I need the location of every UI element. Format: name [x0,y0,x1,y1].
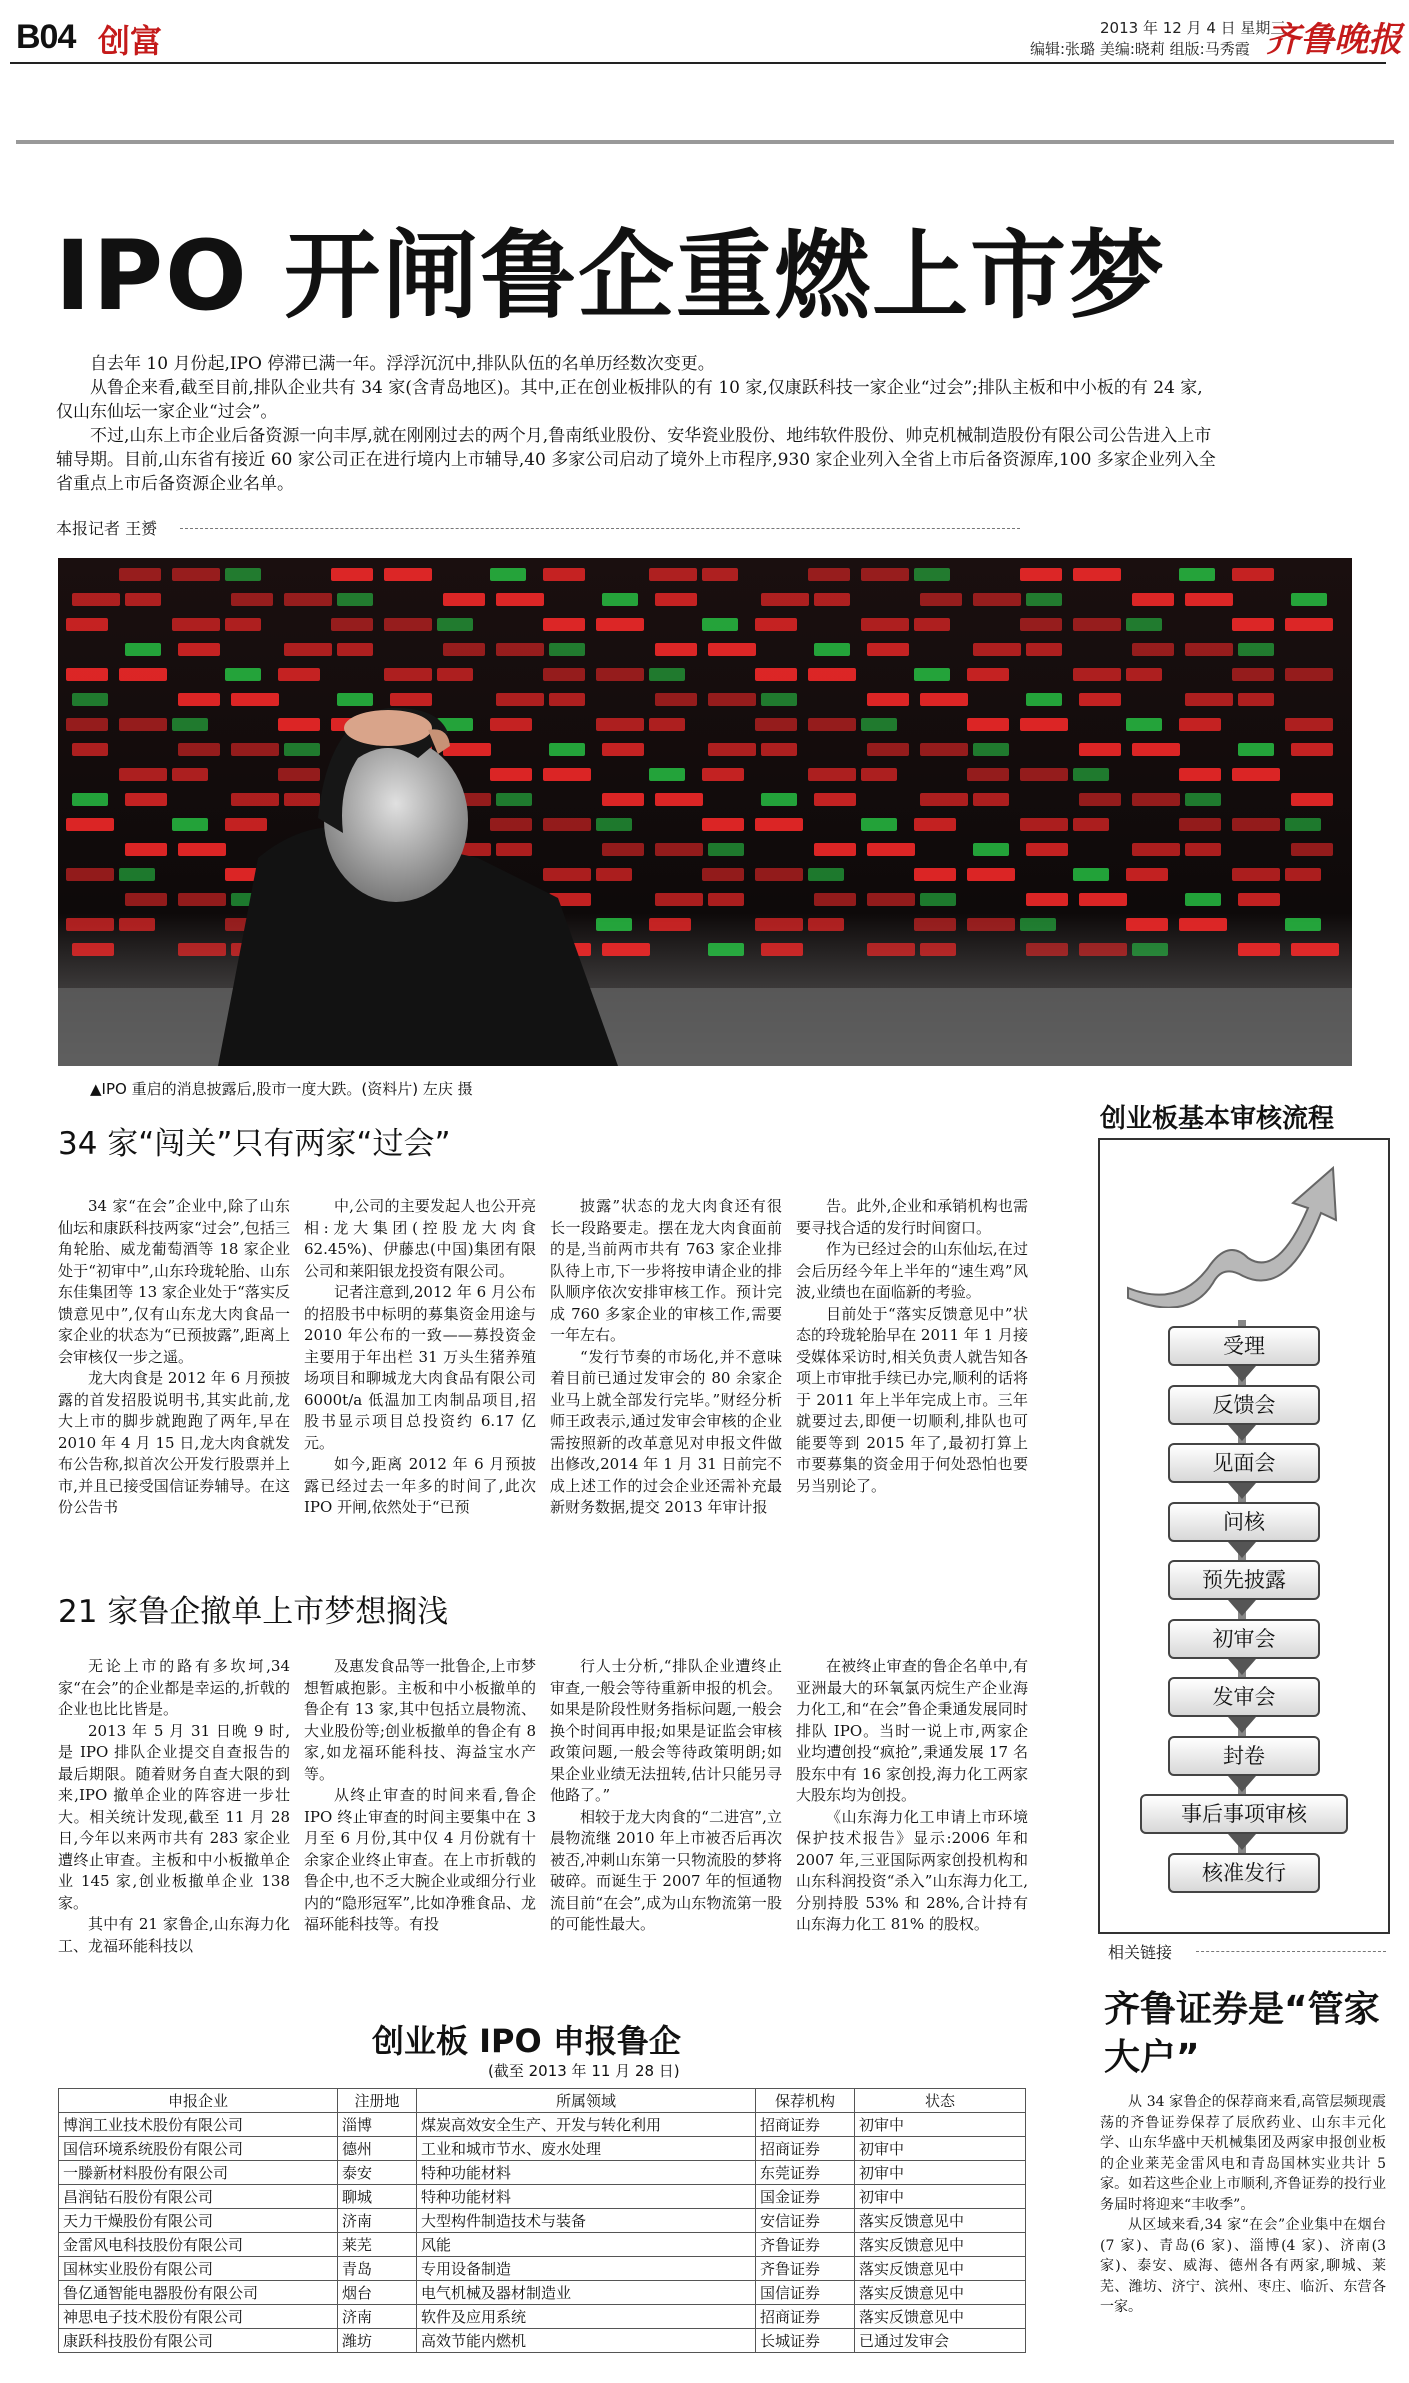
table-cell: 泰安 [338,2161,417,2185]
table-cell: 软件及应用系统 [417,2305,756,2329]
table-cell: 一滕新材料股份有限公司 [59,2161,338,2185]
table-cell: 济南 [338,2305,417,2329]
section1-body [58,1196,1028,1519]
growth-arrow-icon [1118,1158,1358,1308]
sidebar-article-body [1100,2092,1386,2318]
column-header: 注册地 [338,2089,417,2113]
table-cell: 国信环境系统股份有限公司 [59,2137,338,2161]
sidebar-article-title: 齐鲁证券是“管家大户” [1104,1989,1380,2078]
newspaper-logo: 齐鲁晚报 [1266,20,1402,60]
headline: IPO 开闸鲁企重燃上市梦 [55,220,1167,332]
table-cell: 初审中 [855,2185,1026,2209]
table-cell: 聊城 [338,2185,417,2209]
flow-step: 事后事项审核 [1140,1794,1348,1834]
down-arrow-icon [1228,1776,1256,1792]
paragraph: 在被终止审查的鲁企名单中,有亚洲最大的环氧氯丙烷生产企业海力化工,和“在会”鲁企秉通发展同时排队 IPO。当时一说上市,两家企业均遭创投“疯抢”,秉通发展 17 名股东中有 16 家创投,海力化工两家大股东均为创投。 [796,1657,1028,1804]
table-row [59,2305,1026,2329]
paragraph: 行人士分析,“排队企业遭终止审查,一般会等待重新申报的机会。如果是阶段性财务指标问题,一般会换个时间再申报;如果是证监会审核政策问题,一般会等待政策明朗;如果企业业绩无法扭转,估计只能另寻他路了。” [550,1657,782,1804]
table-cell: 潍坊 [338,2329,417,2353]
paragraph: “发行节奏的市场化,并不意味着目前已通过发审会的 80 余家企业马上就全部发行完毕。”财经分析师王政表示,通过发审会审核的企业需按照新的改革意见对申报文件做出修改,2014 年 1 月 31 日前完不成上述工作的过会企业还需补充最新财务数据,提交 2013 年审计报 [550,1347,782,1516]
table-cell: 康跃科技股份有限公司 [59,2329,338,2353]
table-cell: 已通过发审会 [855,2329,1026,2353]
paragraph: 从区域来看,34 家“在会”企业集中在烟台(7 家)、青岛(6 家)、淄博(4 家)、济南(3 家)、泰安、威海、德州各有两家,聊城、莱芜、潍坊、济宁、滨州、枣庄、临沂、东营各一家。 [1100,2217,1386,2315]
down-arrow-icon [1228,1542,1256,1558]
paragraph: 34 家“在会”企业中,除了山东仙坛和康跃科技两家“过会”,包括三角轮胎、威龙葡萄酒等 18 家企业处于“初审中”,山东玲珑轮胎、山东东佳集团等 13 家企业处于“落实反馈意见中”,仅有山东龙大肉食品一家企业的状态为“已预披露”,距离上会审核仅一步之遥。 [58,1197,290,1366]
down-arrow-icon [1228,1483,1256,1499]
lead-paragraph: 不过,山东上市企业后备资源一向丰厚,就在刚刚过去的两个月,鲁南纸业股份、安华瓷业股份、地纬软件股份、帅克机械制造股份有限公司公告进入上市辅导期。目前,山东省有接近 60 家公司正在进行境内上市辅导,40 多家公司启动了境外上市程序,930 家企业列入全省上市后备资源库,100 多家企业列入全省重点上市后备资源企业名单。 [56,426,1216,494]
table-cell: 特种功能材料 [417,2185,756,2209]
photo-caption: ▲IPO 重启的消息披露后,股市一度大跌。(资料片) 左庆 摄 [90,1080,473,1098]
table-cell: 煤炭高效安全生产、开发与转化利用 [417,2113,756,2137]
section2-title: 21 家鲁企撤单上市梦想搁浅 [58,1594,449,1630]
down-arrow-icon [1228,1600,1256,1616]
paragraph: 无论上市的路有多坎坷,34 家“在会”的企业都是幸运的,折戟的企业也比比皆是。 [58,1657,290,1718]
flow-step: 反馈会 [1168,1385,1320,1425]
header-band [16,140,1394,144]
table-cell: 初审中 [855,2113,1026,2137]
column-header: 所属领域 [417,2089,756,2113]
table-cell: 青岛 [338,2257,417,2281]
table-row [59,2137,1026,2161]
table-cell: 初审中 [855,2137,1026,2161]
down-arrow-icon [1228,1425,1256,1441]
paragraph: 从 34 家鲁企的保荐商来看,高管层频现震荡的齐鲁证券保荐了辰欣药业、山东丰元化学、山东华盛中天机械集团及两家申报创业板的企业莱芜金雷风电和青岛国林实业共计 5 家。如若这些企业上市顺利,齐鲁证券的投行业务届时将迎来“丰收季”。 [1100,2094,1386,2213]
table-cell: 专用设备制造 [417,2257,756,2281]
table-row [59,2185,1026,2209]
table-cell: 国金证券 [756,2185,855,2209]
flow-step: 核准发行 [1168,1853,1320,1893]
flow-step: 见面会 [1168,1443,1320,1483]
issue-date: 2013 年 12 月 4 日 星期三 [1100,19,1286,37]
paragraph: 如今,距离 2012 年 6 月预披露已经过去一年多的时间了,此次 IPO 开闸,依然处于“已预 [304,1455,536,1516]
lead-paragraph: 从鲁企来看,截至目前,排队企业共有 34 家(含青岛地区)。其中,正在创业板排队的有 10 家,仅康跃科技一家企业“过会”;排队主板和中小板的有 24 家,仅山东仙坛一家企业“过会”。 [56,378,1203,422]
table-cell: 莱芜 [338,2233,417,2257]
section1-title: 34 家“闯关”只有两家“过会” [58,1126,451,1162]
table-cell: 国信证券 [756,2281,855,2305]
table-row [59,2329,1026,2353]
table-cell: 金雷风电科技股份有限公司 [59,2233,338,2257]
section2-column [550,1656,782,1957]
ipo-applicant-table [58,2088,1026,2353]
table-row [59,2233,1026,2257]
down-arrow-icon [1228,1659,1256,1675]
section2-column [58,1656,290,1957]
table-cell: 落实反馈意见中 [855,2257,1026,2281]
paragraph: 龙大肉食是 2012 年 6 月预披露的首发招股说明书,其实此前,龙大上市的脚步就跑跑了两年,早在 2010 年 4 月 15 日,龙大肉食就发布公告称,拟首次公开发行股票并上市,并且已接受国信证券辅导。在这份公告书 [58,1369,290,1516]
table-row [59,2113,1026,2137]
table-cell: 招商证券 [756,2305,855,2329]
column-header: 状态 [855,2089,1026,2113]
table-cell: 落实反馈意见中 [855,2281,1026,2305]
table-cell: 天力干燥股份有限公司 [59,2209,338,2233]
table-header-row [59,2089,1026,2113]
table-row [59,2257,1026,2281]
down-arrow-icon [1228,1834,1256,1850]
byline: 本报记者 王赟 [56,519,158,538]
section2-column [304,1656,536,1957]
section-name: 创富 [98,22,163,60]
column-header: 申报企业 [59,2089,338,2113]
table-cell: 齐鲁证券 [756,2233,855,2257]
table-cell: 鲁亿通智能电器股份有限公司 [59,2281,338,2305]
table-cell: 国林实业股份有限公司 [59,2257,338,2281]
section1-column [550,1196,782,1519]
paragraph: 目前处于“落实反馈意见中”状态的玲珑轮胎早在 2011 年 1 月接受媒体采访时,相关负责人就告知各项上市审批手续已办完,顺利的话将于 2011 年上半年完成上市。三年就要过去,即便一切顺利,排队也可能要等到 2015 年了,最初打算上市要募集的资金用于何处恐怕也要另当别论了。 [796,1304,1028,1495]
table-cell: 电气机械及器材制造业 [417,2281,756,2305]
table-row [59,2281,1026,2305]
paragraph: 作为已经过会的山东仙坛,在过会后历经今年上半年的“速生鸡”风波,业绩也在面临新的考验。 [796,1240,1028,1301]
paragraph: 《山东海力化工申请上市环境保护技术报告》显示:2006 年和 2007 年,三亚国际两家创投机构和山东科润投资“杀入”山东海力化工,分别持股 53% 和 28%,合计持有山东海力化工 81% 的股权。 [796,1807,1028,1933]
table-cell: 博润工业技术股份有限公司 [59,2113,338,2137]
table-cell: 烟台 [338,2281,417,2305]
paragraph: 其中有 21 家鲁企,山东海力化工、龙福环能科技以 [58,1915,290,1955]
flow-step: 发审会 [1168,1677,1320,1717]
table-cell: 神思电子技术股份有限公司 [59,2305,338,2329]
table-cell: 落实反馈意见中 [855,2233,1026,2257]
table-cell: 高效节能内燃机 [417,2329,756,2353]
related-rule [1196,1951,1386,1952]
table-cell: 淄博 [338,2113,417,2137]
stock-market-photo [58,558,1352,1066]
section2-column [796,1656,1028,1957]
section2-body [58,1656,1028,1957]
table-title: 创业板 IPO 申报鲁企 [372,2022,681,2060]
page-number: B04 [16,18,76,56]
table-cell: 初审中 [855,2161,1026,2185]
section1-column [796,1196,1028,1519]
table-cell: 落实反馈意见中 [855,2305,1026,2329]
down-arrow-icon [1228,1366,1256,1382]
table-cell: 风能 [417,2233,756,2257]
flow-step: 初审会 [1168,1619,1320,1659]
related-link-label: 相关链接 [1108,1943,1173,1962]
table-cell: 济南 [338,2209,417,2233]
header-rule [10,62,1386,64]
table-body [59,2113,1026,2353]
lead-paragraphs [56,352,1216,496]
flow-step: 预先披露 [1168,1560,1320,1600]
table-row [59,2209,1026,2233]
section1-column [58,1196,290,1519]
table-cell: 长城证券 [756,2329,855,2353]
flow-step: 问核 [1168,1502,1320,1542]
paragraph: 中,公司的主要发起人也公开亮相:龙大集团(控股龙大肉食 62.45%)、伊藤忠(中国)集团有限公司和莱阳银龙投资有限公司。 [304,1197,536,1280]
paragraph: 披露”状态的龙大肉食还有很长一段路要走。摆在龙大肉食面前的是,当前两市共有 763 家企业排队待上市,下一步将按申请企业的排队顺序依次安排审核工作。预计完成 760 多家企业的审核工作,需要一年左右。 [550,1197,782,1344]
table-cell: 落实反馈意见中 [855,2209,1026,2233]
flow-title: 创业板基本审核流程 [1100,1104,1335,1134]
table-row [59,2161,1026,2185]
paragraph: 告。此外,企业和承销机构也需要寻找合适的发行时间窗口。 [796,1197,1028,1237]
table-cell: 昌润钻石股份有限公司 [59,2185,338,2209]
paragraph: 从终止审查的时间来看,鲁企 IPO 终止审查的时间主要集中在 3 月至 6 月份,其中仅 4 月份就有十余家企业终止审查。在上市折戟的鲁企中,也不乏大腕企业或细分行业内的“隐形冠军”,比如净雅食品、龙福环能科技等。有投 [304,1786,536,1933]
paragraph: 2013 年 5 月 31 日晚 9 时,是 IPO 排队企业提交自查报告的最后期限。随着财务自查大限的到来,IPO 撤单企业的阵容进一步壮大。相关统计发现,截至 11 月 28 日,今年以来两市共有 283 家企业遭终止审查。主板和中小板撤单企业 145 家,创业板撤单企业 138 家。 [58,1721,290,1912]
table-cell: 招商证券 [756,2137,855,2161]
table-cell: 德州 [338,2137,417,2161]
column-header: 保荐机构 [756,2089,855,2113]
table-cell: 工业和城市节水、废水处理 [417,2137,756,2161]
table-cell: 齐鲁证券 [756,2257,855,2281]
flow-step: 受理 [1168,1326,1320,1366]
table-subtitle: (截至 2013 年 11 月 28 日) [488,2062,680,2080]
table-cell: 大型构件制造技术与装备 [417,2209,756,2233]
byline-rule [180,528,1020,529]
staff-credits: 编辑:张璐 美编:晓莉 组版:马秀霞 [1030,40,1250,58]
paragraph: 相较于龙大肉食的“二进宫”,立晨物流继 2010 年上市被否后再次被否,冲刺山东第一只物流股的梦将破碎。而诞生于 2007 年的恒通物流目前“在会”,成为山东物流第一股的可能性最大。 [550,1807,782,1933]
paragraph: 记者注意到,2012 年 6 月公布的招股书中标明的募集资金用途与 2010 年公布的一致——募投资金主要用于年出栏 31 万头生猪养殖场项目和聊城龙大肉食品有限公司 6000t/a 低温加工肉制品项目,招股书显示项目总投资约 6.17 亿元。 [304,1283,536,1452]
lead-paragraph: 自去年 10 月份起,IPO 停滞已满一年。浮浮沉沉中,排队队伍的名单历经数次变更。 [90,354,715,374]
flow-step: 封卷 [1168,1736,1320,1776]
table-cell: 特种功能材料 [417,2161,756,2185]
table-cell: 安信证券 [756,2209,855,2233]
table-cell: 东莞证券 [756,2161,855,2185]
paragraph: 及惠发食品等一批鲁企,上市梦想暂戚抱影。主板和中小板撤单的鲁企有 13 家,其中包括立晨物流、大业股份等;创业板撤单的鲁企有 8 家,如龙福环能科技、海益宝水产等。 [304,1657,536,1783]
section1-column [304,1196,536,1519]
table-cell: 招商证券 [756,2113,855,2137]
down-arrow-icon [1228,1717,1256,1733]
